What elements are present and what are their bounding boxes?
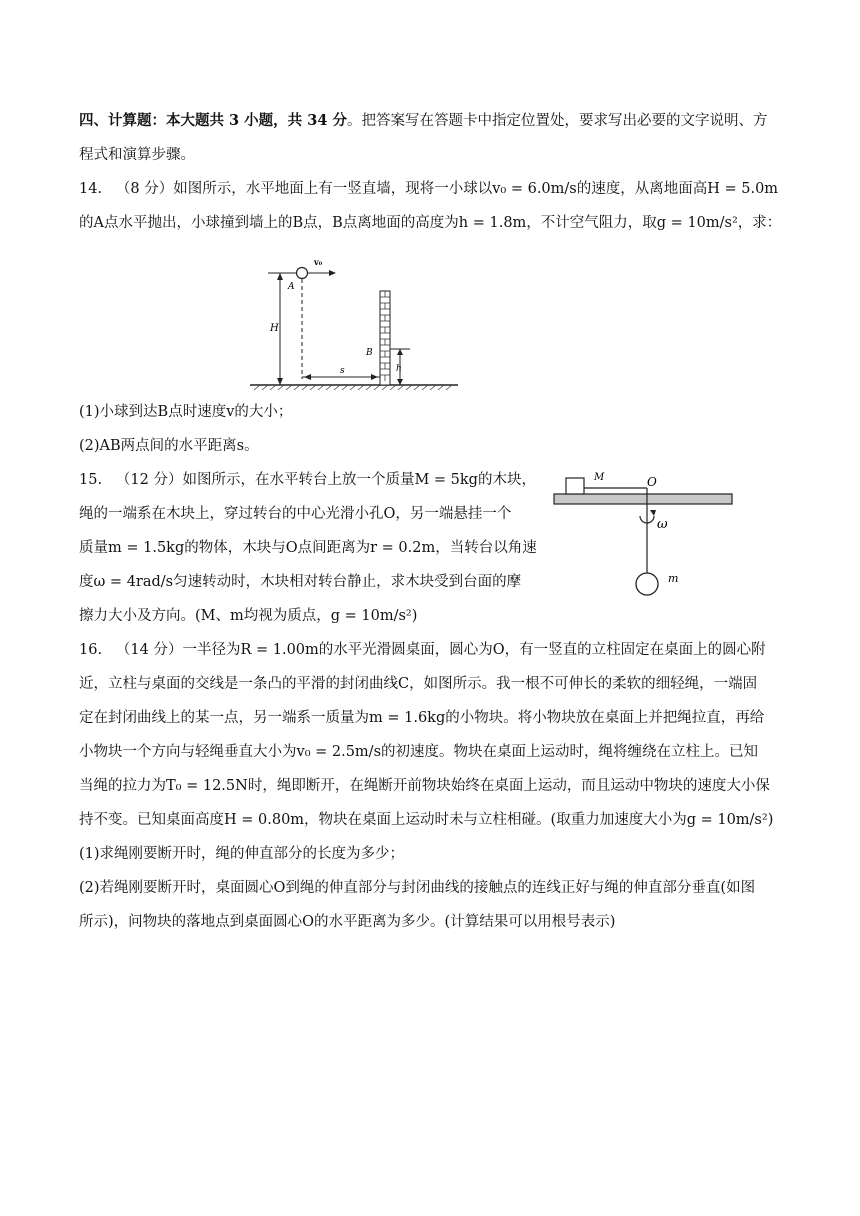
q14-text-1: （8 分）如图所示，水平地面上有一竖直墙，现将一小球以v₀ = 6.0m/s的速度，从离地面高H = 5.0m: [115, 181, 779, 197]
q14-line2: 的A点水平抛出，小球撞到墙上的B点，B点离地面的高度为h = 1.8m，不计空气阻力，取g = 10m/s²，求：: [79, 215, 782, 231]
q15-text-1: （12 分）如图所示，在水平转台上放一个质量M = 5kg的木块，: [115, 472, 536, 488]
q15-label-m: m: [668, 572, 679, 585]
q16-line2: 近，立柱与桌面的交线是一条凸的平滑的封闭曲线C，如图所示。我一根不可伸长的柔软的细轻绳，一端固: [79, 676, 758, 692]
q16-sub1: (1)求绳刚要断开时，绳的伸直部分的长度为多少；: [79, 846, 405, 862]
q14-number: 14.: [79, 181, 103, 197]
q14-label-H: H: [270, 323, 279, 334]
section-heading-rest: 。把答案写在答题卡中指定位置处，要求写出必要的文字说明、方: [346, 113, 768, 129]
section-heading-prefix: 四、计算题：: [79, 112, 166, 129]
q16-line3: 定在封闭曲线上的某一点，另一端系一质量为m = 1.6kg的小物块。将小物块放在桌面上并把绳拉直，再给: [79, 710, 765, 726]
q16-sub3: 所示)，问物块的落地点到桌面圆心O的水平距离为多少。(计算结果可以用根号表示): [79, 914, 616, 930]
section-heading: [79, 111, 767, 131]
q16-text-1: （14 分）一半径为R = 1.00m的水平光滑圆桌面，圆心为O，有一竖直的立柱固定在桌面上的圆心附: [115, 642, 766, 658]
q14-label-B: B: [366, 348, 373, 358]
q15-figure: [550, 466, 736, 600]
q15-line3: 质量m = 1.5kg的物体，木块与O点间距离为r = 0.2m，当转台以角速: [79, 540, 537, 556]
section-heading-bold: 本大题共 3 小题，共 34 分: [166, 112, 347, 129]
q16-line5: 当绳的拉力为T₀ = 12.5N时，绳即断开，在绳断开前物块始终在桌面上运动，而且运动中物块的速度大小保: [79, 778, 770, 794]
q14-label-v0: v₀: [314, 257, 323, 267]
q16-line4: 小物块一个方向与轻绳垂直大小为v₀ = 2.5m/s的初速度。物块在桌面上运动时，绳将缠绕在立柱上。已知: [79, 744, 759, 760]
section-heading-line2: 程式和演算步骤。: [79, 147, 195, 163]
q14-label-h: h: [396, 364, 402, 374]
q14-sub2: (2)AB两点间的水平距离s。: [79, 438, 259, 454]
q15-label-M: M: [594, 472, 605, 483]
q14-line1: [79, 179, 778, 199]
q15-label-omega: ω: [657, 517, 668, 532]
q16-number: 16.: [79, 642, 103, 658]
q14-label-A: A: [288, 282, 295, 292]
q16-sub2: (2)若绳刚要断开时，桌面圆心O到绳的伸直部分与封闭曲线的接触点的连线正好与绳的伸直部分垂直(如图: [79, 880, 756, 896]
q15-label-O: O: [647, 475, 657, 489]
q14-sub1: (1)小球到达B点时速度v的大小；: [79, 404, 293, 420]
q14-label-s: s: [340, 366, 345, 376]
q15-line4: 度ω = 4rad/s匀速转动时，木块相对转台静止，求木块受到台面的摩: [79, 574, 522, 590]
q14-figure: [248, 255, 460, 391]
q15-line1: [79, 470, 536, 490]
q15-number: 15.: [79, 472, 103, 488]
q16-line6: 持不变。已知桌面高度H = 0.80m，物块在桌面上运动时未与立柱相碰。(取重力加速度大小为g = 10m/s²): [79, 812, 774, 828]
q15-line2: 绳的一端系在木块上，穿过转台的中心光滑小孔O，另一端悬挂一个: [79, 506, 512, 522]
q16-line1: [79, 640, 766, 660]
q15-line5: 擦力大小及方向。(M、m均视为质点，g = 10m/s²): [79, 608, 418, 624]
